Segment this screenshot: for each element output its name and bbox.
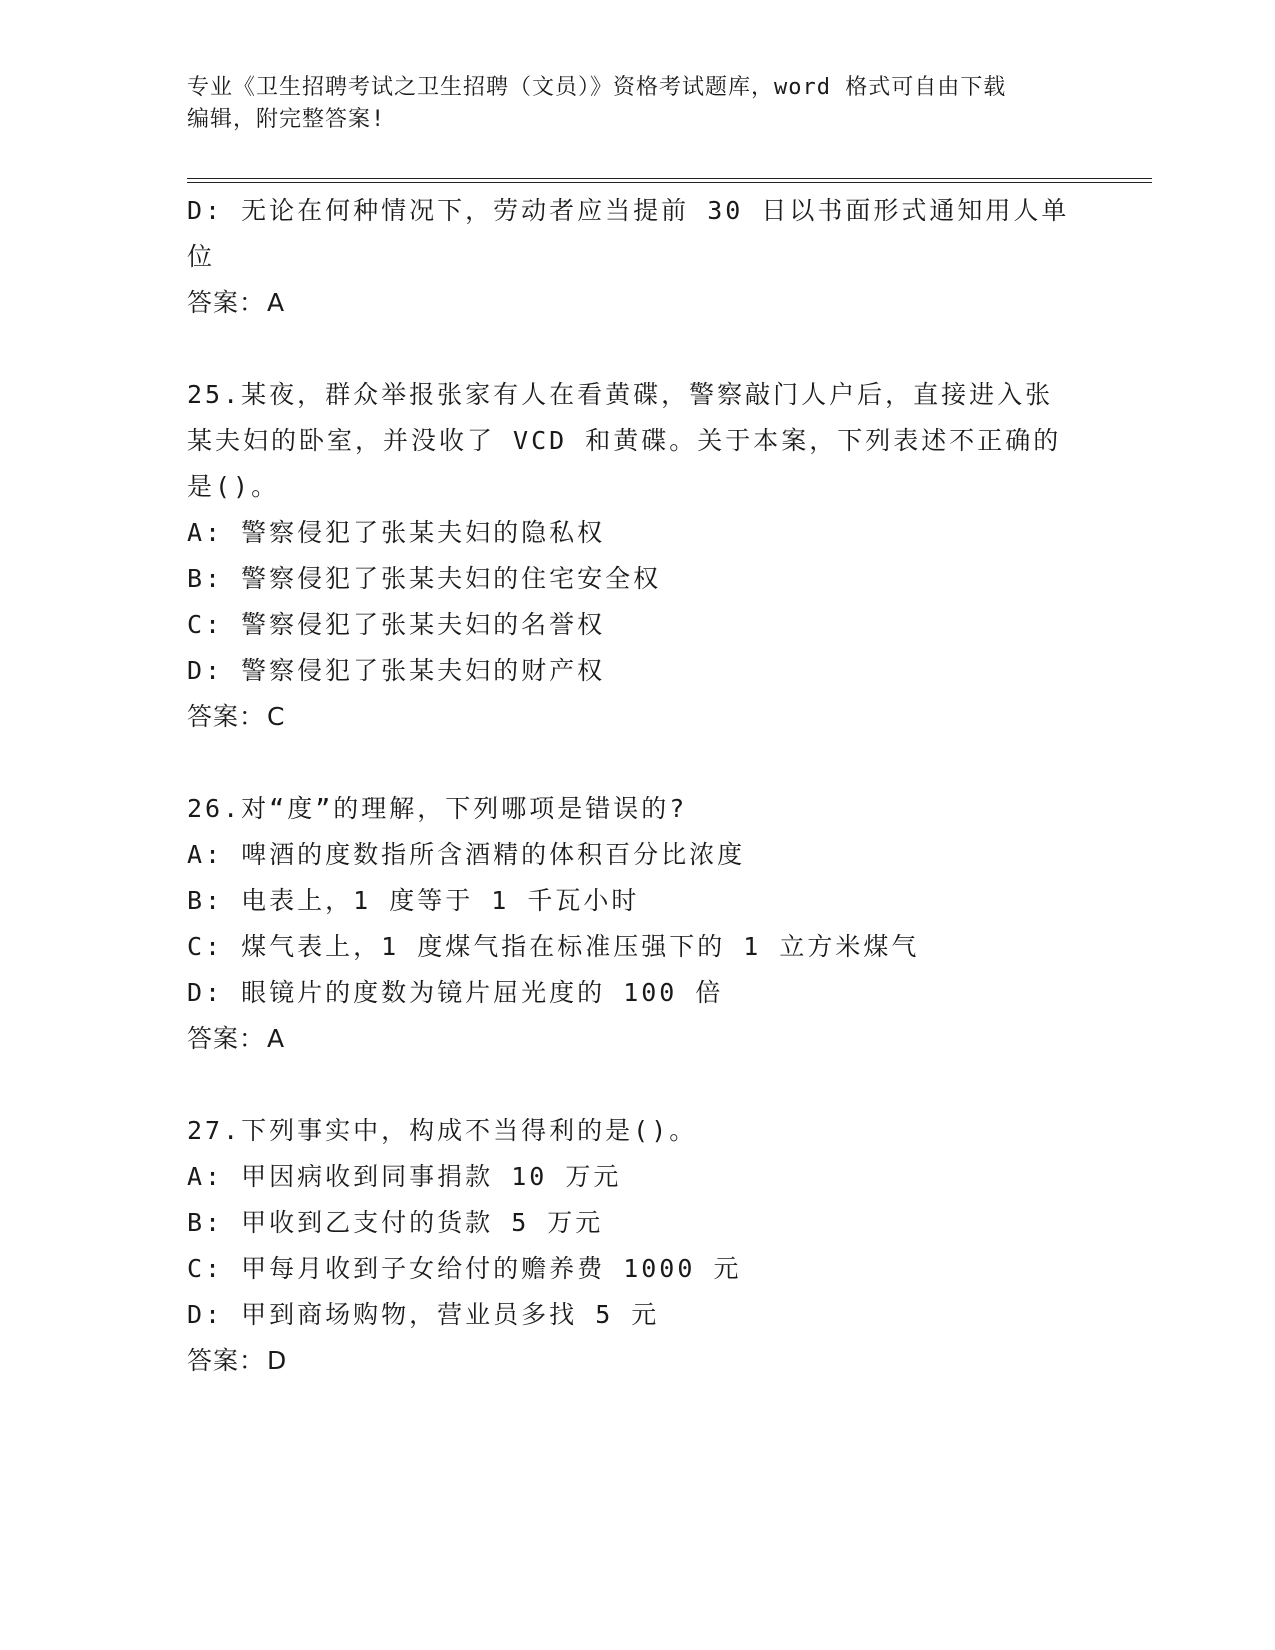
question-25 bbox=[187, 372, 1087, 740]
option-c: C: 煤气表上，1 度煤气指在标准压强下的 1 立方米煤气 bbox=[187, 932, 920, 961]
answer-line bbox=[187, 1338, 1087, 1384]
question-26 bbox=[187, 786, 1087, 1062]
header-line-1: 专业《卫生招聘考试之卫生招聘（文员）》资格考试题库，word 格式可自由下载 bbox=[187, 75, 1007, 100]
question-stem: 27.下列事实中，构成不当得利的是()。 bbox=[187, 1116, 698, 1145]
option-c: C: 甲每月收到子女给付的赡养费 1000 元 bbox=[187, 1254, 742, 1283]
question-stem: 25.某夜，群众举报张家有人在看黄碟，警察敲门人户后，直接进入张 bbox=[187, 380, 1054, 409]
option-a: A: 警察侵犯了张某夫妇的隐私权 bbox=[187, 518, 606, 547]
option-d: D: 警察侵犯了张某夫妇的财产权 bbox=[187, 656, 606, 685]
document-header bbox=[187, 72, 1087, 136]
spacer bbox=[187, 740, 1087, 786]
spacer bbox=[187, 1062, 1087, 1108]
answer-line bbox=[187, 280, 1087, 326]
question-stem: 26.对“度”的理解，下列哪项是错误的? bbox=[187, 794, 688, 823]
header-divider bbox=[187, 178, 1152, 183]
answer-label: 答案： bbox=[187, 1346, 266, 1375]
previous-question-tail bbox=[187, 188, 1087, 326]
option-b: B: 电表上，1 度等于 1 千瓦小时 bbox=[187, 886, 640, 915]
answer-label: 答案： bbox=[187, 702, 266, 731]
spacer bbox=[187, 326, 1087, 372]
question-27 bbox=[187, 1108, 1087, 1384]
answer-value: C bbox=[267, 702, 286, 731]
answer-line bbox=[187, 694, 1087, 740]
option-b: B: 甲收到乙支付的货款 5 万元 bbox=[187, 1208, 604, 1237]
option-a: A: 啤酒的度数指所含酒精的体积百分比浓度 bbox=[187, 840, 746, 869]
option-d: D: 无论在何种情况下，劳动者应当提前 30 日以书面形式通知用人单 bbox=[187, 196, 1070, 225]
question-stem: 某夫妇的卧室，并没收了 VCD 和黄碟。关于本案，下列表述不正确的 bbox=[187, 426, 1062, 455]
answer-line bbox=[187, 1016, 1087, 1062]
answer-label: 答案： bbox=[187, 288, 266, 317]
question-stem: 是()。 bbox=[187, 472, 280, 501]
option-d: D: 甲到商场购物，营业员多找 5 元 bbox=[187, 1300, 660, 1329]
document-body bbox=[187, 188, 1087, 1384]
option-a: A: 甲因病收到同事捐款 10 万元 bbox=[187, 1162, 622, 1191]
option-b: B: 警察侵犯了张某夫妇的住宅安全权 bbox=[187, 564, 662, 593]
option-d: D: 眼镜片的度数为镜片屈光度的 100 倍 bbox=[187, 978, 724, 1007]
answer-label: 答案： bbox=[187, 1024, 266, 1053]
answer-value: D bbox=[267, 1346, 288, 1375]
answer-value: A bbox=[267, 1024, 286, 1053]
header-line-2: 编辑，附完整答案! bbox=[187, 107, 386, 132]
option-d-continued: 位 bbox=[187, 242, 216, 271]
option-c: C: 警察侵犯了张某夫妇的名誉权 bbox=[187, 610, 606, 639]
answer-value: A bbox=[267, 288, 286, 317]
